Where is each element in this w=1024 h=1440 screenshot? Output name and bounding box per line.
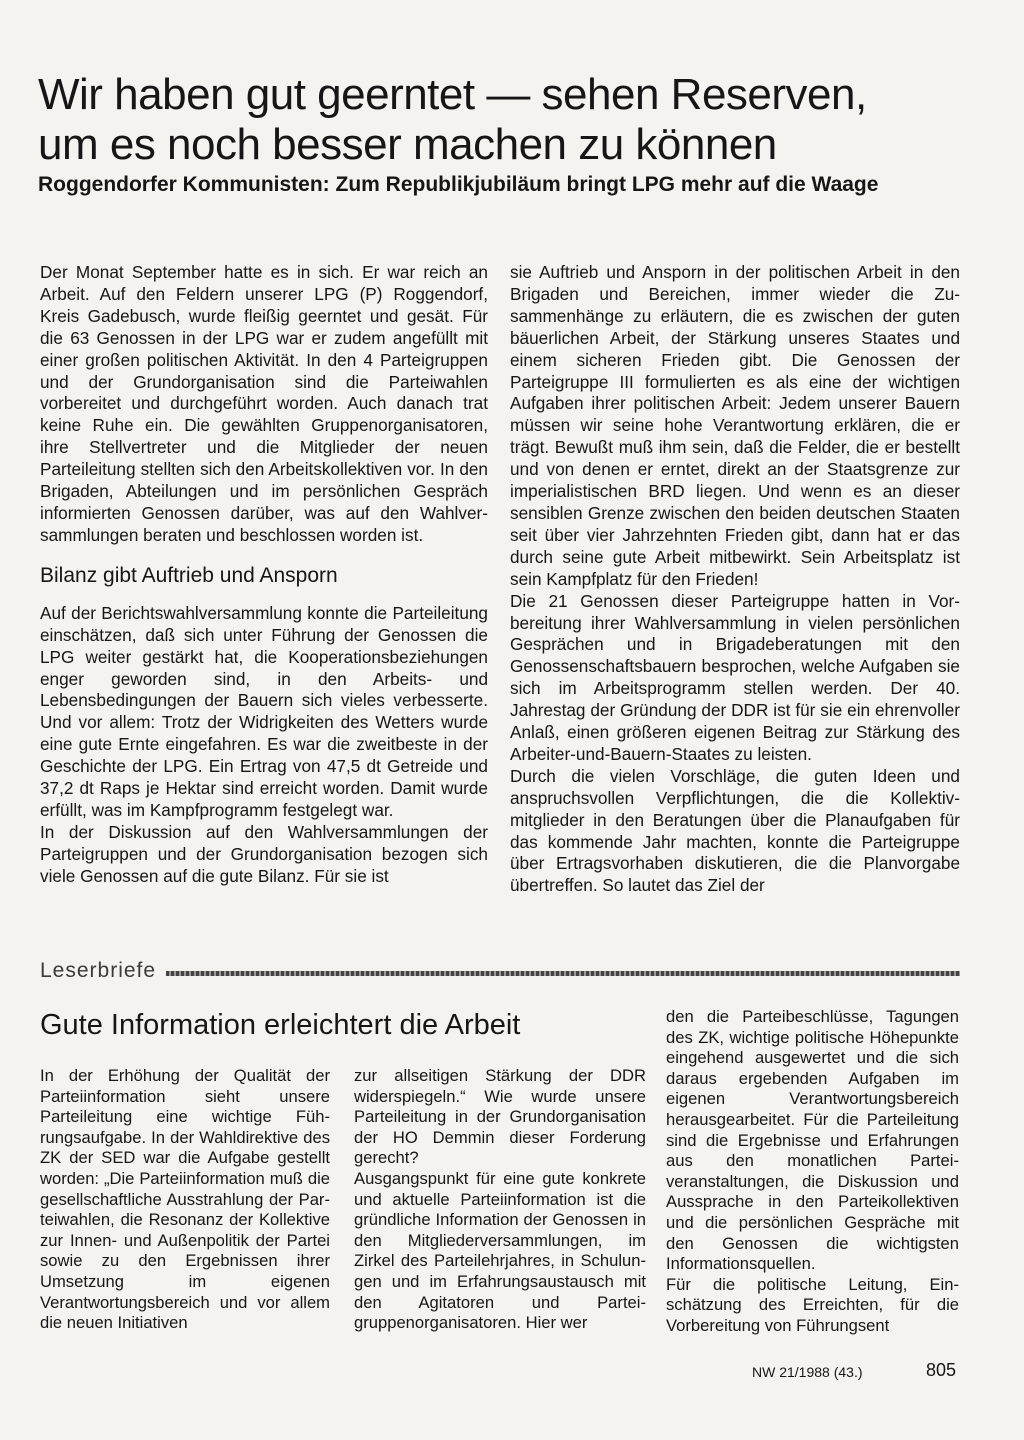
letter-paragraph: den die Parteibeschlüsse, Tagungen des ZK, wichtige politische Höhepunkte eingehend ausgewertet und die sich daraus ergebenden Aufgaben im eigenen Verantwortungsbereich herausgearbeitet. Für die Parteileitung sind die Ergebnisse und Erfahrungen aus den monatlichen Parteiveranstaltungen, die Diskussion und Aussprache in den Parteikollektiven und die persönlichen Gespräche mit den Genossen die wichtigsten Informationsquellen.	[666, 1007, 959, 1274]
article-paragraph: sie Auftrieb und Ansporn in der politischen Arbeit in den Brigaden und Bereichen, immer wieder die Zusammenhänge zu erläutern, die es zwischen der guten bäuerlichen Arbeit, der Stärkung unseres Staates und einem sicheren Frieden gibt. Die Genossen der Parteigruppe III formulierten es als eine der wichtigen Aufgaben ihrer politischen Arbeit: Jedem unserer Bauern müssen wir seine hohe Verantwortung erklären, die er trägt. Bewußt muß ihm sein, daß die Felder, die er bestellt und von denen er erntet, direkt an der Staatsgrenze zur imperialistischen BRD liegen. Und wenn es an dieser sensiblen Grenze zwischen den beiden deutschen Staaten seit über vier Jahrzehnten Frieden gibt, dann hat er das durch seine gute Arbeit mitbewirkt. Sein Arbeitsplatz ist sein Kampfplatz für den Frieden!	[510, 262, 960, 589]
headline-line-2: um es noch besser machen zu können	[38, 120, 777, 169]
letter-paragraph: In der Erhöhung der Qualität der Parteiinformation sieht unsere Parteileitung eine wichtige Führungsaufgabe. In der Wahldirektive des ZK der SED war die Aufgabe gestellt worden: „Die Parteiinformation muß die gesellschaftliche Ausstrahlung der Parteiwahlen, die Resonanz der Kollektive zur Innen- und Außenpolitik der Partei sowie zu den Ergebnissen ihrer Umsetzung im eigenen Verantwortungsbereich und vor allem die neuen Initiativen	[40, 1066, 330, 1333]
letter-paragraph: Für die politische Leitung, Einschätzung des Erreichten, für die Vorbereitung von Führungsent	[666, 1274, 959, 1335]
headline-line-1: Wir haben gut geerntet — sehen Reserven,	[38, 70, 867, 119]
article-headline	[38, 70, 968, 170]
letter-paragraph: Ausgangspunkt für eine gute konkrete und aktuelle Parteiinformation ist die gründliche Information der Genossen in den Mitgliederversammlungen, im Zirkel des Parteilehrjahres, in Schulungen und im Erfahrungsaustausch mit den Agitatoren und Parteigruppenorganisatoren. Hier wer	[354, 1168, 646, 1333]
letter-column-1	[40, 1066, 330, 1334]
letter-column-3	[666, 1007, 959, 1337]
article-column-1	[40, 262, 488, 888]
article-subheadline: Roggendorfer Kommunisten: Zum Republikjubiläum bringt LPG mehr auf die Waage	[38, 173, 879, 196]
article-column-2	[510, 262, 960, 897]
article-paragraph: Die 21 Genossen dieser Parteigruppe hatten in Vorbereitung ihrer Wahlversammlung in vielen persönlichen Gesprächen und in Brigadeberatungen mit den Genossenschaftsbauern besprochen, welche Aufgaben sie sich im Arbeitsprogramm stellen werden. Der 40. Jahrestag der Gründung der DDR ist für sie ein ehrenvoller Anlaß, einen größeren eigenen Beitrag zur Stärkung des Arbeiter-und-Bauern-Staates zu leisten.	[510, 590, 960, 764]
page-number: 805	[926, 1360, 957, 1380]
letter-paragraph: zur allseitigen Stärkung der DDR widerspiegeln.“ Wie wurde unsere Parteileitung in der Grundorganisation der HO Demmin dieser Forderung gerecht?	[354, 1066, 646, 1168]
issue-reference: NW 21/1988 (43.)	[752, 1364, 863, 1380]
rubric-label: Leserbriefe	[40, 959, 157, 982]
rubric-bar	[40, 958, 960, 984]
letter-column-2	[354, 1066, 646, 1334]
article-paragraph: Der Monat September hatte es in sich. Er war reich an Arbeit. Auf den Feldern unserer LPG (P) Roggendorf, Kreis Gadebusch, wurde fleißig geerntet und gesät. Für die 63 Genossen in der LPG war er zudem angefüllt mit einer großen politischen Aktivität. In den 4 Parteigruppen und der Grundorganisation sind die Parteiwahlen vorbereitet und durchgeführt worden. Auch danach trat keine Ruhe ein. Die gewählten Gruppenorganisatoren, ihre Stellvertreter und die Mitglieder der neuen Parteileitung stellten sich den Arbeitskollektiven vor. In den Brigaden, Abteilungen und im persönlichen Gespräch informierten Genossen darüber, was auf den Wahlversammlungen beraten und beschlossen worden ist.	[40, 262, 488, 545]
article-paragraph: Auf der Berichtswahlversammlung konnte die Parteileitung einschätzen, daß sich unter Führung der Genossen die LPG weiter gestärkt hat, die Kooperationsbeziehungen enger geworden sind, in den Arbeits- und Lebensbedingungen der Bauern sich vieles verbesserte. Und vor allem: Trotz der Widrigkeiten des Wetters wurde eine gute Ernte eingefahren. Es war die zweitbeste in der Geschichte der LPG. Ein Ertrag von 47,5 dt Getreide und 37,2 dt Raps je Hektar sind erreicht worden. Damit wurde erfüllt, was im Kampfprogramm festgelegt war.	[40, 602, 488, 820]
letter-headline: Gute Information erleichtert die Arbeit	[40, 1009, 521, 1041]
article-paragraph: Durch die vielen Vorschläge, die guten Ideen und anspruchsvollen Verpflichtungen, die die Kollektivmitglieder in den Beratungen über die Planaufgaben für das kommende Jahr machten, konnte die Parteigruppe über Ertragsvorhaben diskutieren, die die Planvorgabe übertreffen. So lautet das Ziel der	[510, 765, 960, 896]
section-heading: Bilanz gibt Auftrieb und Ansporn	[40, 563, 338, 587]
rubric-rule	[166, 971, 960, 976]
article-paragraph: In der Diskussion auf den Wahlversammlungen der Parteigruppen und der Grundorganisation bezogen sich viele Genossen auf die gute Bilanz. Für sie ist	[40, 821, 488, 886]
